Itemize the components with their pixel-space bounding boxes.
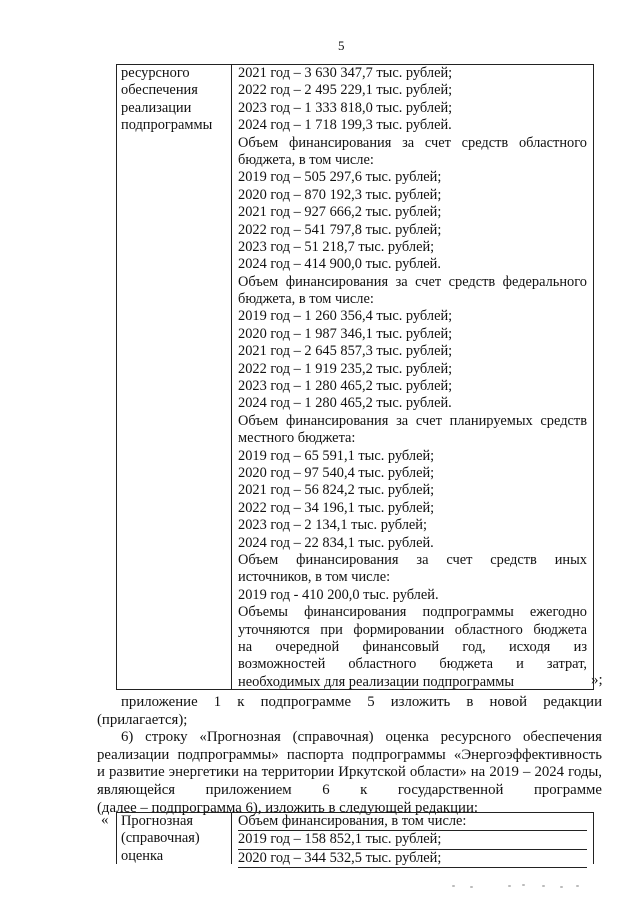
financing-line: 2024 год – 414 900,0 тыс. рублей. xyxy=(238,256,441,273)
financing-line: 2019 год – 65 591,1 тыс. рублей; xyxy=(238,447,435,464)
financing-table xyxy=(116,64,594,690)
financing-line: 2021 год – 56 824,2 тыс. рублей; xyxy=(238,482,435,499)
financing-line: 2023 год – 2 134,1 тыс. рублей; xyxy=(238,517,427,534)
paragraph-line: 6) строку «Прогнозная (справочная) оценка ресурсного обеспечения xyxy=(121,729,602,746)
financing-line: 2019 год - 410 200,0 тыс. рублей. xyxy=(238,586,439,603)
table2-right-cell xyxy=(232,813,593,864)
financing-line: 2020 год – 870 192,3 тыс. рублей; xyxy=(238,186,442,203)
financing-line: 2024 год – 1 280 465,2 тыс. рублей. xyxy=(238,395,452,412)
row-label-line: подпрограммы xyxy=(121,117,213,134)
paragraph-line: (далее – подпрограмма 6), изложить в следующей редакции: xyxy=(97,799,478,816)
row-label-line: обеспечения xyxy=(121,82,198,99)
financing-line: 2022 год – 541 797,8 тыс. рублей; xyxy=(238,221,442,238)
financing-line: 2020 год – 344 532,5 тыс. рублей; xyxy=(238,850,587,868)
financing-line: источников, в том числе: xyxy=(238,569,391,586)
financing-line: бюджета, в том числе: xyxy=(238,151,374,168)
financing-line: 2020 год – 97 540,4 тыс. рублей; xyxy=(238,464,435,481)
financing-line: 2023 год – 1 333 818,0 тыс. рублей; xyxy=(238,99,453,116)
paragraph-line: приложение 1 к подпрограмме 5 изложить в новой редакции xyxy=(121,694,602,710)
financing-line: 2021 год – 2 645 857,3 тыс. рублей; xyxy=(238,343,453,360)
row-label-line: (справочная) xyxy=(121,830,200,847)
financing-line: 2022 год – 34 196,1 тыс. рублей; xyxy=(238,499,435,516)
paragraph-line: реализации подпрограммы» паспорта подпрограммы «Энергоэффективность xyxy=(97,746,602,763)
financing-line: 2019 год – 505 297,6 тыс. рублей; xyxy=(238,169,442,186)
financing-line: 2020 год – 1 987 346,1 тыс. рублей; xyxy=(238,325,453,342)
financing-line: необходимых для реализации подпрограммы xyxy=(238,673,514,690)
financing-line: уточняются при формировании областного бюджета xyxy=(238,621,587,638)
row-label-line: Прогнозная xyxy=(121,813,193,829)
financing-line: Объем финансирования за счет средств федерального xyxy=(238,273,587,290)
body-paragraphs xyxy=(97,694,602,817)
financing-line: местного бюджета: xyxy=(238,430,356,447)
paragraph-line: являющейся приложением 6 к государственной программе xyxy=(97,781,602,798)
financing-line: 2019 год – 1 260 356,4 тыс. рублей; xyxy=(238,308,453,325)
financing-line: 2024 год – 1 718 199,3 тыс. рублей. xyxy=(238,117,452,134)
open-quote: « xyxy=(101,812,109,828)
scan-specks xyxy=(448,882,588,890)
financing-line: бюджета, в том числе: xyxy=(238,291,374,308)
paragraph-line: и развитие энергетики на территории Иркутской области» на 2019 – 2024 годы, xyxy=(97,764,602,781)
page-number: 5 xyxy=(338,38,345,53)
financing-line: 2023 год – 51 218,7 тыс. рублей; xyxy=(238,238,435,255)
financing-line: 2021 год – 3 630 347,7 тыс. рублей; xyxy=(238,65,453,81)
paragraph-line: (прилагается); xyxy=(97,711,188,728)
financing-line: 2024 год – 22 834,1 тыс. рублей. xyxy=(238,534,434,551)
table-left-cell xyxy=(117,65,232,689)
financing-line: на очередной финансовый год, исходя из xyxy=(238,638,587,655)
financing-line: возможностей областного бюджета и затрат, xyxy=(238,656,587,673)
closing-quote: »; xyxy=(591,672,603,688)
table2-left-cell xyxy=(117,813,232,864)
financing-line: Объем финансирования за счет средств иных xyxy=(238,551,587,568)
forecast-table xyxy=(116,812,594,864)
table-right-cell xyxy=(232,65,593,689)
row-label-line: реализации xyxy=(121,99,192,116)
row-label-line: оценка xyxy=(121,847,164,864)
financing-line: Объем финансирования за счет средств областного xyxy=(238,134,587,151)
financing-line: Объемы финансирования подпрограммы ежегодно xyxy=(238,604,587,621)
financing-line: Объем финансирования, в том числе: xyxy=(238,813,587,831)
row-label-line: ресурсного xyxy=(121,65,190,81)
financing-line: 2022 год – 2 495 229,1 тыс. рублей; xyxy=(238,82,453,99)
financing-line: 2019 год – 158 852,1 тыс. рублей; xyxy=(238,831,587,849)
financing-line: 2022 год – 1 919 235,2 тыс. рублей; xyxy=(238,360,453,377)
financing-line: Объем финансирования за счет планируемых средств xyxy=(238,412,587,429)
financing-line: 2021 год – 927 666,2 тыс. рублей; xyxy=(238,204,442,221)
financing-line: 2023 год – 1 280 465,2 тыс. рублей; xyxy=(238,378,453,395)
